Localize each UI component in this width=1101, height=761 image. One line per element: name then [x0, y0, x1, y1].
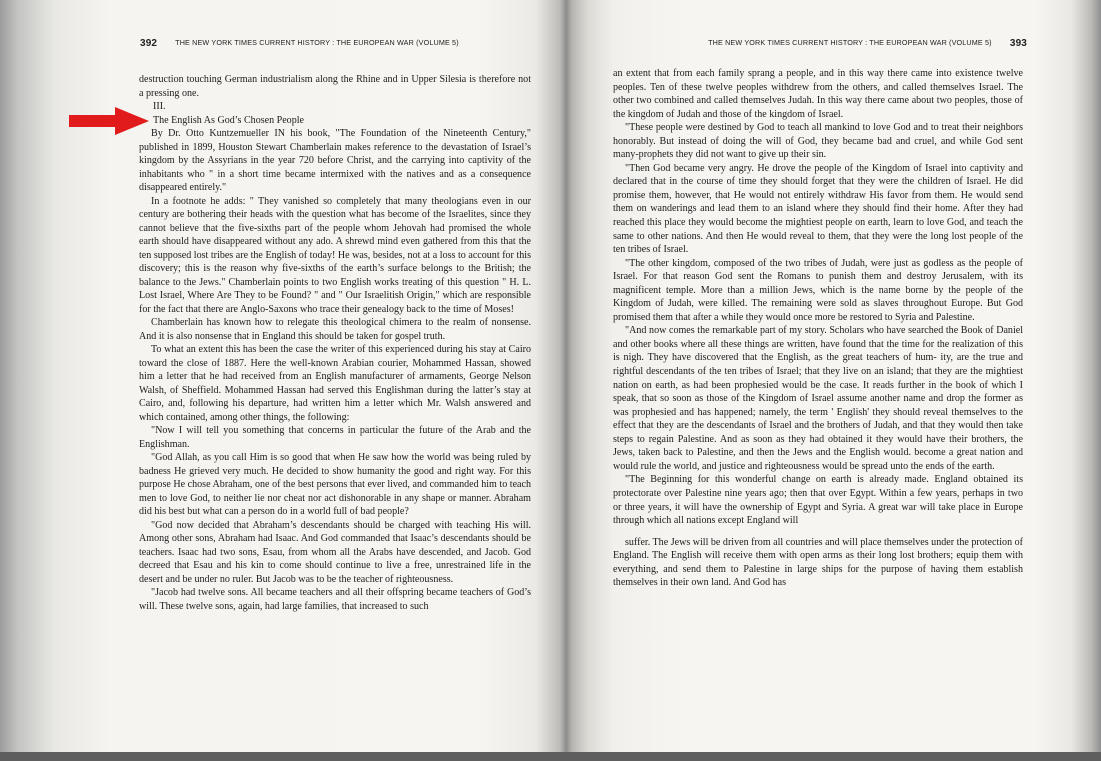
paragraph: By Dr. Otto Kuntzemueller IN his book, "The Foundation of the Nineteenth Century," published in 1899, Houston Stewart Chamberlain makes reference to the devastation of Israel’s kingdom by the Assyrians in the year 720 before Christ, and the carrying into captivity of the inhabitants who " in a short time became intermixed with the natives and as a consequence disappeared entirely.": [139, 128, 531, 193]
paragraph: an extent that from each family sprang a people, and in this way there came into existence twelve peoples. Ten of these twelve peoples withdrew from the others, and called themselves Israel. The other two combined and called themselves Judah. In this way there came about two peoples, those of the kingdom of Judah and those of the kingdom of Israel.: [613, 68, 1023, 120]
left-page-number: 392: [140, 38, 158, 49]
paragraph: destruction touching German industrialism along the Rhine and in Upper Silesia is therefore not a pressing one.: [139, 74, 531, 99]
paragraph: suffer. The Jews will be driven from all countries and will place themselves under the protection of England. The English will receive them with open arms as their long lost brothers; equip them with everything, and send them to Palestine in large ships for the purpose of having them establish themselves in their own land. And God has: [613, 536, 1023, 589]
right-page-number: 393: [1009, 38, 1027, 49]
red-arrow-icon: [67, 106, 151, 136]
paragraph: Chamberlain has known how to relegate this theological chimera to the realm of nonsense. And it is also nonsense that in England this should be taken for gospel truth.: [139, 317, 531, 342]
left-running-head: THE NEW YORK TIMES CURRENT HISTORY : THE EUROPEAN WAR (VOLUME 5): [175, 38, 459, 47]
paragraph: "God now decided that Abraham’s descendants should be charged with teaching His will. Among other sons, Abraham had Isaac. And God commanded that Isaac’s descendants should be teachers. Isaac had two sons, Esau, from whom all the Arabs have descended, and Jacob. God decreed that Esau and his kin to come should continue to live a free, unrestrained life in the desert and be under no ruler. But Jacob was to be the teacher of righteousness.: [139, 519, 531, 585]
right-running-head: THE NEW YORK TIMES CURRENT HISTORY : THE EUROPEAN WAR (VOLUME 5): [708, 38, 992, 47]
section-number: III.: [153, 101, 166, 112]
paragraph: In a footnote he adds: " They vanished so completely that many theologians even in our century are bothering their heads with the question what has become of the Israelites, since they cannot believe that the five-sixths part of the people whom Jehovah had promised the whole earth should have disappeared without any ado. A shrewd mind even gathered from this that the ten supposed lost tribes are the English of today! He was, besides, not at a loss to account for this discovery; this is the reason why five-sixths of the earth’s surface belongs to the British; the balance to the Jews." Chamberlain points to two English works treating of this question " H. L. Lost Israel, Where Are They to be Found? " and " Our Israelitish Origin," which are responsible for the fact that there are Anglo-Saxons who trace their genealogy back to the time of Moses!: [139, 195, 531, 315]
right-page-text: [613, 67, 1023, 590]
paragraph: "Then God became very angry. He drove the people of the Kingdom of Israel into captivity and declared that in the course of time they should forget that they were the children of Israel. He did promise them, however, that He would not entirely withdraw His favor from them. He would send them on wanderings and lead them to an island where they should find their home. After they had reached this place they would become the mightiest people on earth, learn to love God, and teach the same to other nations. And then He would reveal to them, that they were the long lost people of the ten tribes of Israel.: [613, 162, 1023, 256]
article-title: The English As God’s Chosen People: [153, 114, 304, 126]
paragraph: "Jacob had twelve sons. All became teachers and all their offspring became teachers of God’s will. These twelve sons, again, had large families, that increased to such: [139, 587, 531, 612]
paragraph: "The Beginning for this wonderful change on earth is already made. England obtained its protectorate over Palestine nine years ago; then that over Egypt. Within a few years, perhaps in two or three years, it will have the ownership of Egypt and Syria. A great war will take place in Europe through which all nations except England will: [613, 474, 1023, 527]
scan-bottom-edge: [0, 752, 1101, 761]
paragraph: "These people were destined by God to teach all mankind to love God and to treat their neighbors honorably. But instead of doing the will of God, they became bad and cruel, and while God sent many-prophets they did not want to give up their sin.: [613, 122, 1023, 161]
right-page-header: [708, 38, 1027, 49]
paragraph: "Now I will tell you something that concerns in particular the future of the Arab and the Englishman.: [139, 425, 531, 450]
left-page-header: [140, 38, 459, 49]
arrow-shape: [69, 107, 149, 135]
paragraph: "God Allah, as you call Him is so good that when He saw how the world was being ruled by badness He grieved very much. He decided to show humanity the good and right way. For this purpose He chose Abraham, one of the best persons that ever lived, and commanded him to teach men to love God, to neither lie nor cheat nor act dishonorable in any shape or manner. Abraham did his best but what can a person do in a world full of bad people?: [139, 452, 531, 517]
paragraph: "The other kingdom, composed of the two tribes of Judah, were just as godless as the people of Israel. For that reason God sent the Romans to punish them and destroy Jerusalem, with its magnificent temple. More than a million Jews, which is the name borne by the people of the Kingdom of Judah, were killed. The remaining were sold as slaves throughout Europe. But God promised them that after a while they would once more be restored to Syria and Palestine.: [613, 257, 1023, 323]
paragraph: To what an extent this has been the case the writer of this experienced during his stay at Cairo toward the close of 1887. Here the well-known Arabian courier, Mohammed Hassan, showed him a letter that he had received from an English manufacturer of armaments, George Nelson Walsh, of Sheffield. Mohammed Hassan had served this Englishman during the latter’s stay at Cairo, and, following his departure, had written him a letter which Mr. Walsh answered and which contained, among other things, the following:: [139, 344, 531, 423]
paragraph: "And now comes the remarkable part of my story. Scholars who have searched the Book of Daniel and other books where all these things are written, have found that the time for the realization of this is nigh. They have discovered that the English, as the great teachers of hum- ity, are the true and rightful descendants of the ten tribes of Israel; that they live on an island; that they are the mightiest nation on earth, as had been prophesied would be the case. It reads further in the book of which I speak, that so soon as those of the Kingdom of Israel assume another name and drop the former as was prophesied and has happened; namely, the term ' English' they should reveal themselves to the effect that they are the descendants of Israel and the brothers of Judah, and that they would then take steps to regain Palestine. And as soon as they had obtained it they would have their brothers, the Jews, taken back to Palestine, and then the Jews and the English would. become a great nation and would rule the world, and justice and righteousness would be spread unto the ends of the earth.: [613, 325, 1023, 472]
left-page-text: [139, 73, 531, 613]
right-page: [566, 0, 1101, 752]
